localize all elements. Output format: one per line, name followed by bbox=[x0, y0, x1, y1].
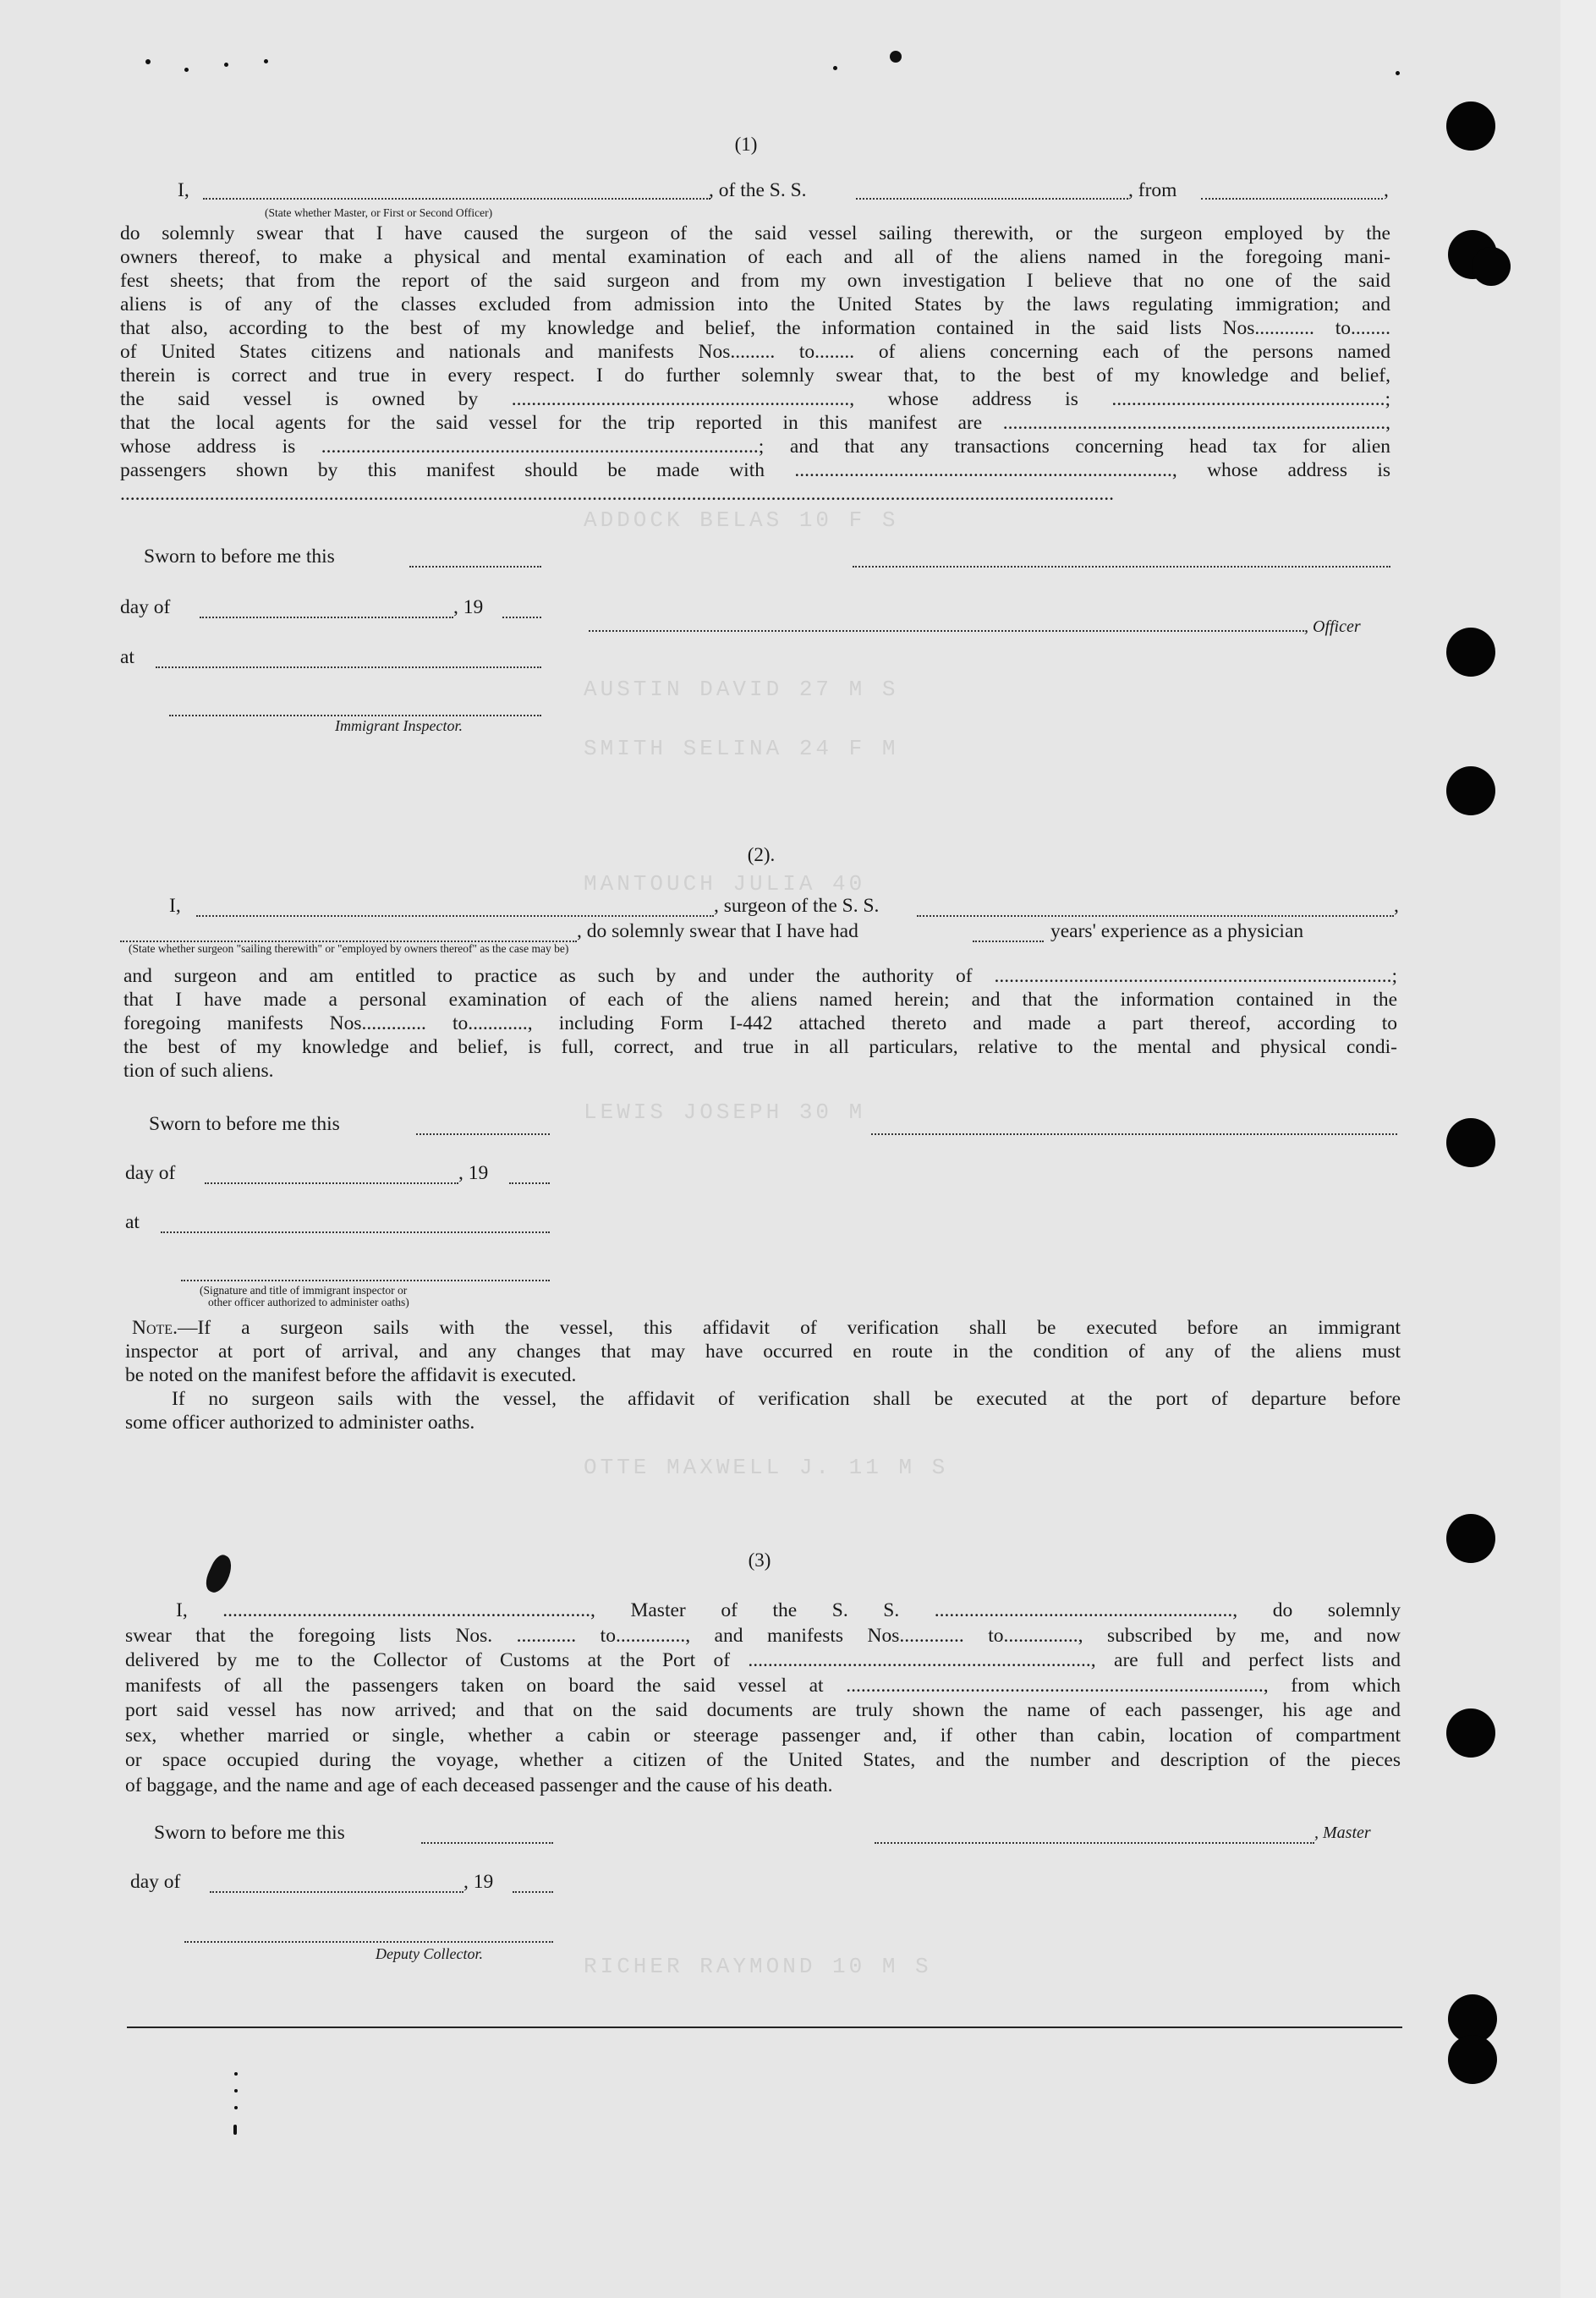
month-field-3[interactable] bbox=[210, 1891, 463, 1893]
bottom-rule bbox=[127, 2027, 1402, 2028]
bleed-through: ADDOCK BELAS 10 F S bbox=[584, 507, 899, 533]
collector-label: Deputy Collector. bbox=[376, 1945, 483, 1962]
note-block bbox=[125, 1316, 1401, 1434]
note-line: If no surgeon sails with the vessel, the affidavit of verification shall be executed at the port of departure before bbox=[172, 1388, 1401, 1410]
bleed-through: RICHER RAYMOND 10 M S bbox=[584, 1954, 932, 1979]
sworn-date-field-1[interactable] bbox=[409, 566, 541, 568]
bleed-through: SMITH SELINA 24 F M bbox=[584, 736, 899, 761]
section-2-line: the best of my knowledge and belief, is full, correct, and true in all particulars, relative to the mental and physical condi- bbox=[123, 1036, 1397, 1058]
signature-note-1: (Signature and title of immigrant inspector or bbox=[200, 1284, 408, 1297]
place-field-1[interactable] bbox=[156, 666, 541, 668]
section-2-line: that I have made a personal examination of each of the aliens named herein; and that the information contained in the bbox=[123, 989, 1397, 1011]
day-of-label-3: day of bbox=[130, 1871, 181, 1893]
inspector-signature-field[interactable] bbox=[169, 715, 541, 716]
bleed-through: MANTOUCH JULIA 40 bbox=[584, 871, 866, 897]
section-1-line: the said vessel is owned by ...................................................................., whose address is .......................................................; bbox=[120, 388, 1390, 410]
section-3-line: I, .........................................................................., Master of the S. S. ............................................................, do solemnly bbox=[176, 1599, 1401, 1621]
at-label-2: at bbox=[125, 1211, 140, 1233]
label-I: I, bbox=[178, 179, 189, 201]
binder-hole bbox=[1446, 1708, 1495, 1758]
section-2-line: tion of such aliens. bbox=[123, 1060, 274, 1082]
month-field-2[interactable] bbox=[205, 1182, 458, 1184]
section-3-body bbox=[125, 1599, 1401, 1798]
binder-hole bbox=[1446, 766, 1495, 815]
place-field-2[interactable] bbox=[161, 1231, 550, 1233]
section-1-line: that the local agents for the said vessel for the trip reported in this manifest are ............................................................................., bbox=[120, 412, 1390, 434]
section-1-line: of United States citizens and nationals and manifests Nos......... to........ of aliens concerning each of the persons named bbox=[120, 341, 1390, 363]
of-ss-label: , of the S. S. bbox=[709, 179, 807, 201]
do-solemnly-label: , do solemnly swear that I have had bbox=[577, 920, 858, 942]
binder-hole bbox=[1446, 1118, 1495, 1167]
master-label: , Master bbox=[1314, 1824, 1371, 1842]
note-line: inspector at port of arrival, and any changes that may have occurred en route in the condition of any of the aliens must bbox=[125, 1341, 1401, 1363]
year-field-3[interactable] bbox=[513, 1891, 553, 1893]
comma: , bbox=[1394, 895, 1399, 917]
officer-signature-field[interactable] bbox=[853, 566, 1390, 568]
section-1-line: fest sheets; that from the report of the said surgeon and from my own investigation I believe that no one of the said bbox=[120, 270, 1390, 292]
officer-name-field[interactable] bbox=[589, 630, 1304, 632]
speck bbox=[234, 2106, 238, 2109]
binder-hole bbox=[1446, 628, 1495, 677]
section-1-line: therein is correct and true in every respect. I do further solemnly swear that, to the best of my knowledge and belief, bbox=[120, 365, 1390, 387]
section-2-number: (2). bbox=[747, 844, 776, 865]
speck bbox=[224, 63, 228, 67]
section-3-line: delivered by me to the Collector of Customs at the Port of ....................................................................., are full and perfect lists and bbox=[125, 1649, 1401, 1671]
speck bbox=[234, 2089, 238, 2092]
officer-label: , Officer bbox=[1304, 617, 1361, 636]
ink-blot bbox=[201, 1552, 236, 1596]
speck bbox=[1396, 71, 1400, 75]
speck bbox=[184, 68, 189, 72]
speck bbox=[833, 66, 837, 70]
section-1-body bbox=[120, 222, 1390, 506]
year-field-1[interactable] bbox=[502, 617, 541, 618]
sworn-date-field-2[interactable] bbox=[416, 1133, 550, 1135]
surgeon-status-note: (State whether surgeon "sailing therewith" or "employed by owners thereof" as the case may be) bbox=[129, 942, 569, 955]
section-1-line: passengers shown by this manifest should be made with ............................................................................, whose address is bbox=[120, 459, 1390, 481]
collector-signature-field[interactable] bbox=[184, 1941, 553, 1943]
vessel-name-field[interactable] bbox=[856, 198, 1128, 200]
section-1-number: (1) bbox=[734, 134, 758, 155]
years-field[interactable] bbox=[973, 941, 1044, 942]
section-2-line: and surgeon and am entitled to practice as such by and under the authority of ................................................................................; bbox=[123, 965, 1397, 987]
section-2-body bbox=[123, 964, 1397, 1083]
section-1-intro bbox=[178, 179, 189, 202]
section-3-line: of baggage, and the name and age of each deceased passenger and the cause of his death. bbox=[125, 1774, 833, 1796]
speck bbox=[264, 59, 268, 63]
vessel-name-field-2[interactable] bbox=[917, 915, 1394, 917]
note-line: some officer authorized to administer oaths. bbox=[125, 1412, 475, 1434]
paper-edge bbox=[1560, 0, 1596, 2298]
rank-note: (State whether Master, or First or Second Officer) bbox=[265, 206, 493, 219]
master-signature-field[interactable] bbox=[875, 1842, 1314, 1844]
section-1-line: ........................................................................................................................................................................................................ bbox=[120, 483, 1114, 505]
sworn-label-2: Sworn to before me this bbox=[149, 1113, 340, 1135]
rank-field[interactable] bbox=[203, 198, 710, 200]
section-2-line: foregoing manifests Nos............. to............, including Form I-442 attached thereto and made a part thereof, according to bbox=[123, 1012, 1397, 1034]
note-line: be noted on the manifest before the affidavit is executed. bbox=[125, 1364, 577, 1386]
year-label-1: , 19 bbox=[453, 596, 484, 618]
surgeon-signature-field[interactable] bbox=[871, 1133, 1397, 1135]
section-3-line: sex, whether married or single, whether a cabin or steerage passenger and, if other than cabin, location of compartment bbox=[125, 1724, 1401, 1747]
surgeon-name-field[interactable] bbox=[196, 915, 714, 917]
binder-hole bbox=[1448, 2035, 1497, 2084]
section-3-line: port said vessel has now arrived; and that on the said documents are truly shown the name of each passenger, his age and bbox=[125, 1699, 1401, 1721]
binder-hole bbox=[1472, 247, 1511, 286]
binder-hole bbox=[1446, 1514, 1495, 1563]
official-signature-field[interactable] bbox=[181, 1280, 550, 1281]
comma: , bbox=[1384, 179, 1389, 201]
day-of-label-2: day of bbox=[125, 1162, 176, 1184]
inspector-label: Immigrant Inspector. bbox=[335, 717, 463, 734]
sworn-label-1: Sworn to before me this bbox=[144, 546, 335, 568]
speck bbox=[233, 2125, 237, 2135]
bleed-through: LEWIS JOSEPH 30 M bbox=[584, 1100, 866, 1125]
section-1-line: do solemnly swear that I have caused the surgeon of the said vessel sailing therewith, or the surgeon employed by the bbox=[120, 222, 1390, 244]
section-1-line: that also, according to the best of my knowledge and belief, the information contained in the said lists Nos............ to........ bbox=[120, 317, 1390, 339]
month-field-1[interactable] bbox=[200, 617, 453, 618]
signature-note-2: other officer authorized to administer oaths) bbox=[208, 1296, 409, 1308]
year-label-3: , 19 bbox=[463, 1871, 494, 1893]
bleed-through: AUSTIN DAVID 27 M S bbox=[584, 677, 899, 702]
note-line bbox=[125, 1316, 1401, 1340]
section-1-line: owners thereof, to make a physical and mental examination of each and all of the aliens named in the foregoing mani- bbox=[120, 246, 1390, 268]
section-3-line: manifests of all the passengers taken on board the said vessel at ...................................................................................., from which bbox=[125, 1674, 1401, 1697]
speck bbox=[145, 59, 151, 64]
note-label: Note. bbox=[132, 1317, 178, 1339]
surgeon-of-label: , surgeon of the S. S. bbox=[714, 895, 880, 917]
speck bbox=[890, 51, 902, 63]
section-1-line: whose address is ........................................................................................; and that any transactions concerning head tax for alien bbox=[120, 436, 1390, 458]
note-text: —If a surgeon sails with the vessel, this affidavit of verification shall be executed before an immigrant bbox=[177, 1317, 1401, 1339]
at-label-1: at bbox=[120, 646, 134, 668]
year-field-2[interactable] bbox=[509, 1182, 550, 1184]
binder-hole bbox=[1446, 101, 1495, 151]
years-label: years' experience as a physician bbox=[1050, 920, 1304, 942]
bleed-through: OTTE MAXWELL J. 11 M S bbox=[584, 1455, 949, 1480]
section-3-line: or space occupied during the voyage, whether a citizen of the United States, and the number and description of the pieces bbox=[125, 1749, 1401, 1771]
year-label-2: , 19 bbox=[458, 1162, 489, 1184]
sworn-label-3: Sworn to before me this bbox=[154, 1822, 345, 1844]
section-3-line: swear that the foregoing lists Nos. ............ to.............., and manifests Nos............. to..............., subscribed by me, and now bbox=[125, 1624, 1401, 1647]
from-port-field[interactable] bbox=[1201, 198, 1383, 200]
section-1-line: aliens is of any of the classes excluded from admission into the United States by the laws regulating immigration; and bbox=[120, 293, 1390, 315]
label-I-2: I, bbox=[169, 895, 181, 917]
sworn-date-field-3[interactable] bbox=[421, 1842, 553, 1844]
speck bbox=[234, 2072, 238, 2076]
from-label: , from bbox=[1128, 179, 1177, 201]
day-of-label-1: day of bbox=[120, 596, 171, 618]
section-3-number: (3) bbox=[748, 1549, 771, 1571]
